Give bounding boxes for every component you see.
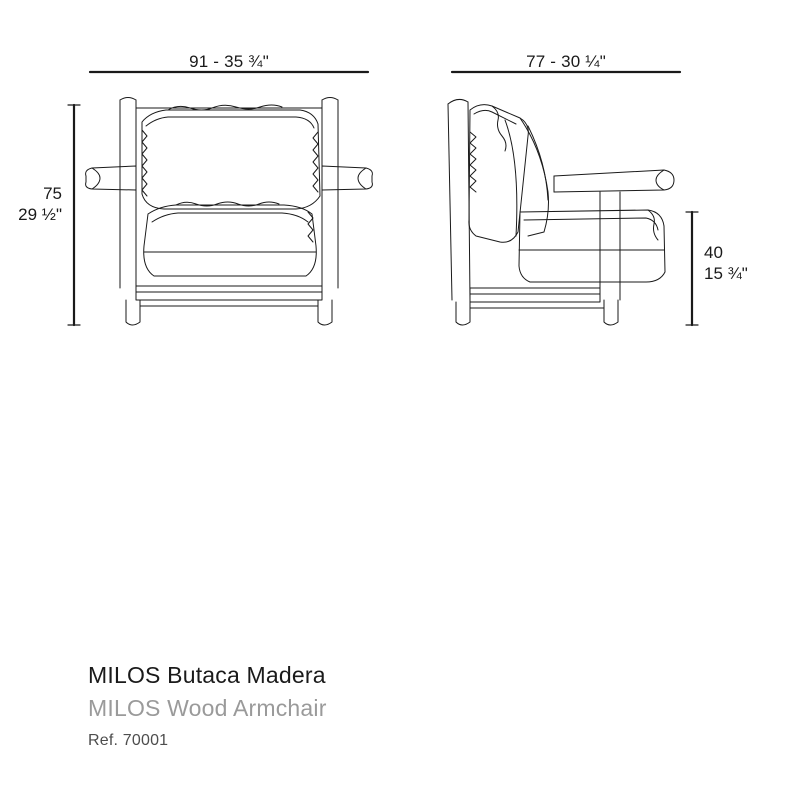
product-title-es: MILOS Butaca Madera xyxy=(88,662,326,688)
front-width-label: 91 - 35 ¾" xyxy=(189,52,269,71)
total-height-cm: 75 xyxy=(43,184,62,203)
total-height-label xyxy=(0,183,62,225)
side-depth-label: 77 - 30 ¼" xyxy=(526,52,606,71)
side-elevation-geometry xyxy=(448,99,674,325)
product-title-en: MILOS Wood Armchair xyxy=(88,695,327,721)
seat-height-in: 15 ¾" xyxy=(704,264,748,283)
seat-height-cm: 40 xyxy=(704,243,723,262)
product-caption xyxy=(88,660,708,752)
total-height-in: 29 ½" xyxy=(18,205,62,224)
front-elevation-geometry xyxy=(86,98,373,326)
product-reference: Ref. 70001 xyxy=(88,732,169,749)
seat-height-label xyxy=(704,242,748,284)
